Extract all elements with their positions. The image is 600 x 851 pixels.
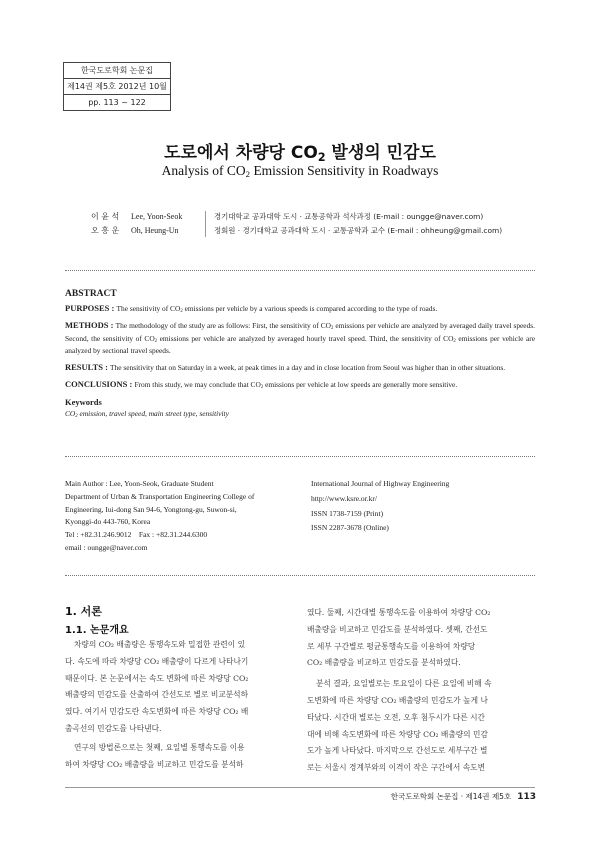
body-line: 연구의 방법론으로는 첫째, 요일별 통행속도를 이용	[74, 742, 245, 752]
body-line: 배출량을 비교하고 민감도를 분석하였다. 셋째, 간선도	[307, 624, 488, 634]
page-footer	[391, 791, 536, 802]
body-line: 분석 결과, 요일별로는 토요일이 다른 요일에 비해 속	[316, 679, 492, 689]
body-line: 하여 차량당 CO₂ 배출량을 비교하고 민감도를 분석하	[65, 759, 244, 769]
journal-name: 한국도로학회 논문집	[64, 63, 170, 79]
journal-url: http://www.ksre.or.kr/	[311, 493, 377, 503]
dotted-divider	[65, 575, 535, 576]
abstract-conclusions: CONCLUSIONS : From this study, we may conclude that $CO_2$ emissions per vehicle at low speeds are generally more sensitive.	[65, 379, 458, 391]
contact-line: Tel : +82.31.246.9012 Fax : +82.31.244.6300	[65, 530, 208, 540]
contact-line: Department of Urban & Transportation Engineering College of	[65, 491, 255, 501]
body-line: 다. 속도에 따라 차량당 CO₂ 배출량이 다르게 나타나기	[65, 656, 249, 666]
journal-info-box	[63, 62, 171, 111]
author-divider	[205, 211, 206, 237]
body-line: 로는 서울시 경계부와의 이격이 작은 구간에서 속도변	[307, 763, 486, 773]
body-line: 대에 비해 속도변화에 따른 차량당 CO₂ 배출량의 민감	[307, 729, 488, 739]
footer-rule	[65, 787, 535, 788]
abstract-purposes: PURPOSES : The sensitivity of $CO_2$ emissions per vehicle by a various speeds is compared according to the type of roads.	[65, 303, 438, 315]
journal-issn-online: ISSN 2287-3678 (Online)	[311, 523, 389, 533]
body-column-left	[65, 637, 295, 773]
body-line: 였다. 여기서 민감도란 속도변화에 따른 차량당 CO₂ 배	[65, 707, 249, 717]
keywords-heading: Keywords	[65, 396, 102, 407]
body-line: 출곡선의 민감도를 나타낸다.	[65, 723, 162, 733]
author-name-ko: 이 윤 석	[91, 212, 120, 221]
body-line: 차량의 CO₂ 배출량은 통행속도와 밀접한 관련이 있	[74, 640, 246, 649]
body-line: 도변화에 따른 차량당 CO₂ 배출량의 민감도가 높게 나	[307, 695, 488, 705]
section-heading: 1. 서론	[65, 605, 102, 618]
title-korean: 도로에서 차량당 $CO_2$ 발생의 민감도	[164, 143, 436, 164]
body-column-right	[307, 605, 537, 777]
contact-line: Main Author : Lee, Yoon-Seok, Graduate Student	[65, 479, 214, 488]
footer-journal: 한국도로학회 논문집 · 제14권 제5호	[390, 792, 512, 801]
author-name-en: Oh, Heung-Un	[131, 226, 179, 235]
author-name-en: Lee, Yoon-Seok	[131, 212, 183, 221]
journal-line: International Journal of Highway Engineering	[311, 479, 450, 488]
author-affiliation: 정회원 · 경기대학교 공과대학 도시 · 교통공학과 교수 (E-mail : ohheung@gmail.com)	[214, 226, 503, 235]
abstract	[65, 287, 535, 420]
body-line: CO₂ 배출량을 비교하고 민감도를 분석하였다.	[307, 658, 461, 668]
abstract-heading: ABSTRACT	[65, 289, 117, 299]
contact-line: Kyonggi-do 443-760, Korea	[65, 517, 151, 527]
author-affiliation: 경기대학교 공과대학 도시 · 교통공학과 석사과정 (E-mail : oungge@naver.com)	[214, 212, 484, 221]
body-line: 배출량의 민감도를 산출하여 간선도로 별로 비교분석하	[65, 690, 249, 700]
abstract-results: RESULTS : The sensitivity that on Saturday in a week, at peak times in a day and in close location from Seoul was higher than in other situations.	[65, 362, 506, 373]
journal-contact	[311, 478, 449, 535]
title-english: Analysis of $CO_2$ Emission Sensitivity in Roadways	[161, 163, 439, 180]
contact-line: Engineering, Iui-dong San 94-6, Yongtong-gu, Suwon-si,	[65, 504, 237, 514]
author-contact	[65, 478, 254, 555]
dotted-divider	[65, 456, 535, 457]
page-number: 113	[517, 792, 536, 802]
body-line: 로 세부 구간별로 평균통행속도를 이용하여 차량당	[307, 641, 476, 651]
body-line: 도가 높게 나타났다. 마지막으로 간선도로 세부구간 별	[307, 746, 488, 756]
body-line: 타났다. 시간대 별로는 오전, 오후 첨두시가 다른 시간	[307, 712, 485, 722]
subsection-heading: 1.1. 논문개요	[65, 625, 129, 636]
abstract-methods: METHODS : The methodology of the study are as follows: First, the sensitivity of $CO_2$ emissions per vehicle are analyzed by averaged daily travel speeds. Second, the sensitivity of $CO_2$ emissions per vehicle are analyzed by averaged hourly travel speed. Third, the sensitivity of $CO_2$ emissions per vehicle are analyzed by sectional travel speeds.	[65, 320, 536, 355]
journal-issn-print: ISSN 1738-7159 (Print)	[311, 508, 384, 518]
body-line: 였다. 둘째, 시간대별 통행속도를 이용하여 차량당 CO₂	[307, 608, 491, 617]
journal-volume: 제14권 제5호 2012년 10월	[64, 79, 170, 95]
contact-line: email : oungge@naver.com	[65, 542, 148, 552]
keywords-list: $CO_2$ emission, travel speed, main street type, sensitivity	[65, 408, 229, 419]
body-line: 때문이다. 본 논문에서는 속도 변화에 따른 차량당 CO₂	[65, 673, 249, 683]
author-name-ko: 오 흥 운	[91, 226, 120, 235]
journal-pages: pp. 113 ~ 122	[88, 98, 146, 107]
dotted-divider	[65, 270, 535, 271]
